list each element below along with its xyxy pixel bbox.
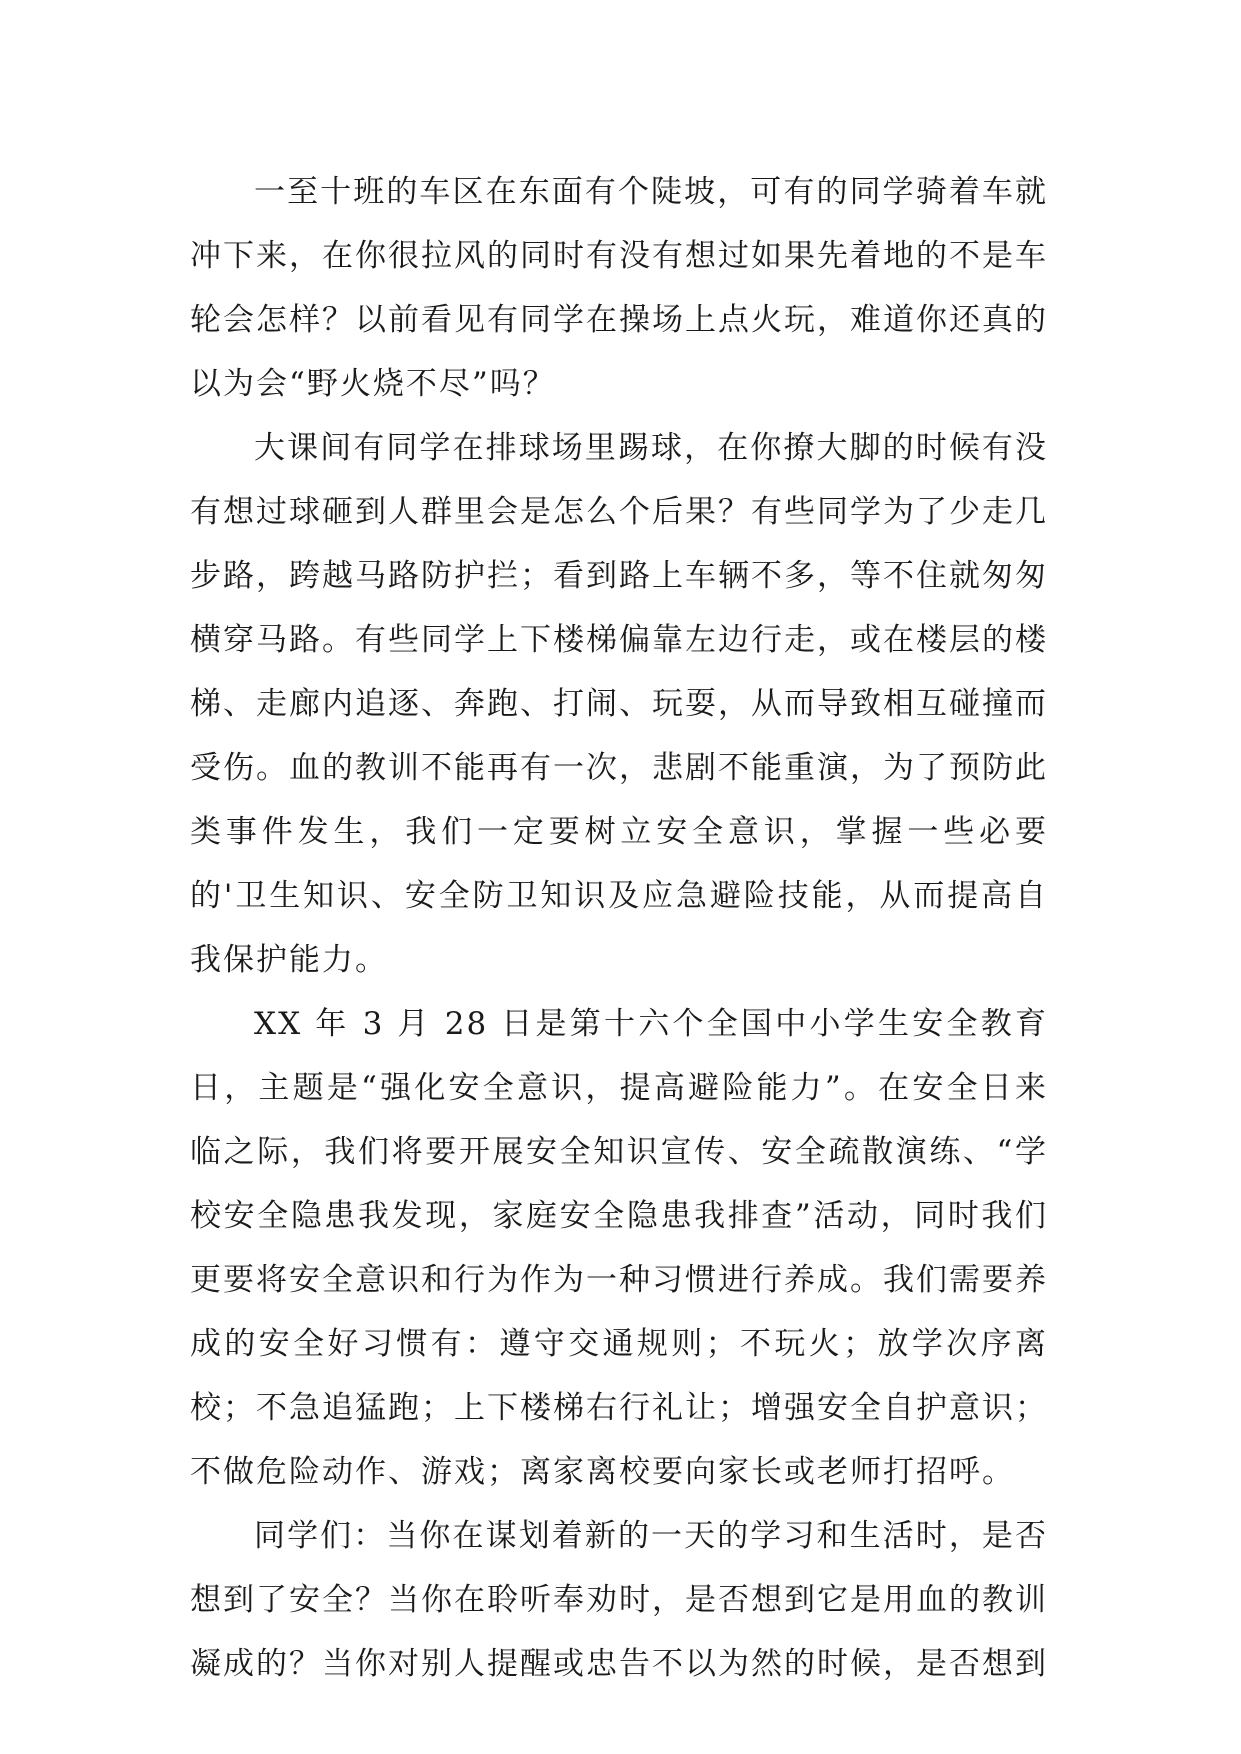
paragraph-1: 一至十班的车区在东面有个陡坡，可有的同学骑着车就冲下来，在你很拉风的同时有没有想过如果先着地的不是车轮会怎样？以前看见有同学在操场上点火玩，难道你还真的以为会“野火烧不尽”吗？ [190, 174, 1048, 402]
document-body [190, 160, 1048, 1696]
paragraph-2: 大课间有同学在排球场里踢球，在你撩大脚的时候有没有想过球砸到人群里会是怎么个后果？有些同学为了少走几步路，跨越马路防护拦；看到路上车辆不多，等不住就匆匆横穿马路。有些同学上下楼梯偏靠左边行走，或在楼层的楼梯、走廊内追逐、奔跑、打闹、玩耍，从而导致相互碰撞而受伤。血的教训不能再有一次，悲剧不能重演，为了预防此类事件发生，我们一定要树立安全意识，掌握一些必要的'卫生知识、安全防卫知识及应急避险技能，从而提高自我保护能力。 [190, 430, 1048, 978]
paragraph-4: 同学们：当你在谋划着新的一天的学习和生活时，是否想到了安全？当你在聆听奉劝时，是否想到它是用血的教训凝成的？当你对别人提醒或忠告不以为然的时候，是否想到 [190, 1518, 1048, 1682]
paragraph-3: XX 年 3 月 28 日是第十六个全国中小学生安全教育日，主题是“强化安全意识，提高避险能力”。在安全日来临之际，我们将要开展安全知识宣传、安全疏散演练、“学校安全隐患我发现，家庭安全隐患我排查”活动，同时我们更要将安全意识和行为作为一种习惯进行养成。我们需要养成的安全好习惯有：遵守交通规则；不玩火；放学次序离校；不急追猛跑；上下楼梯右行礼让；增强安全自护意识；不做危险动作、游戏；离家离校要向家长或老师打招呼。 [190, 1006, 1048, 1490]
